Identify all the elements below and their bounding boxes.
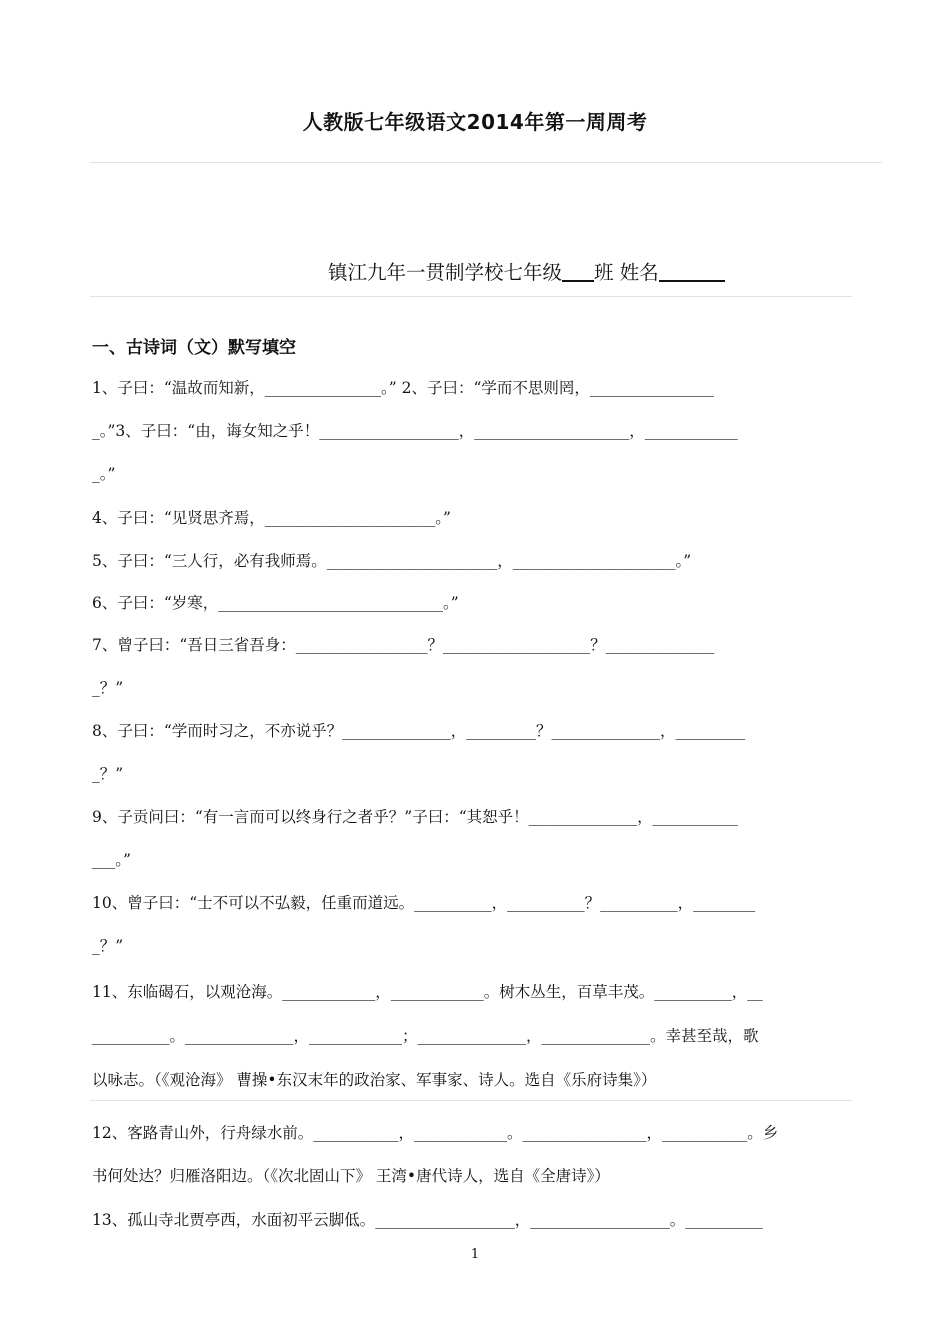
info-divider xyxy=(90,296,852,297)
text-line: 8、子曰：“学而时习之，不亦说乎？______________，_________？______________，_________ xyxy=(92,722,746,740)
text-line: 4、子曰：“见贤思齐焉，______________________。” xyxy=(92,509,451,527)
text-line: _？” xyxy=(92,937,124,955)
text-line: 10、曾子曰：“士不可以不弘毅，任重而道远。__________，__________？__________，________ xyxy=(92,894,756,912)
text-line: ___。” xyxy=(92,851,131,869)
text-line: 5、子曰：“三人行，必有我师焉。______________________，_____________________。” xyxy=(92,552,692,570)
header-divider xyxy=(90,162,882,163)
school-name: 镇江九年一贯制学校七年级 xyxy=(328,261,563,284)
text-line: _。” xyxy=(92,465,116,483)
text-line: _？” xyxy=(92,765,124,783)
content-divider xyxy=(90,1100,852,1101)
school-info-line xyxy=(328,257,725,285)
text-line: 11、东临碣石，以观沧海。____________，____________。树木丛生，百草丰茂。__________，__ xyxy=(92,983,763,1001)
text-line: 7、曾子曰：“吾日三省吾身：_________________？___________________？______________ xyxy=(92,636,715,654)
class-label: 班 xyxy=(594,261,614,284)
text-line: 6、子曰：“岁寒，_____________________________。” xyxy=(92,594,459,612)
text-line: _？” xyxy=(92,679,124,697)
text-line: _。”3、子曰：“由，诲女知之乎！__________________，____________________，____________ xyxy=(92,422,738,440)
text-line: 1、子曰：“温故而知新，_______________。” 2、子曰：“学而不思则罔，________________ xyxy=(92,379,714,397)
section-heading: 一、古诗词（文）默写填空 xyxy=(92,338,296,358)
text-line: 9、子贡问曰：“有一言而可以终身行之者乎？”子曰：“其恕乎！______________，___________ xyxy=(92,808,738,826)
page-number: 1 xyxy=(470,1247,480,1262)
text-line: __________。______________，____________；______________，______________。幸甚至哉，歌 xyxy=(92,1027,759,1045)
document-title: 人教版七年级语文2014年第一周周考 xyxy=(302,110,648,134)
class-blank xyxy=(562,260,594,282)
name-label: 姓名 xyxy=(619,261,659,284)
text-line: 12、客路青山外，行舟绿水前。___________，____________。________________，___________。乡 xyxy=(92,1124,779,1142)
name-blank xyxy=(659,260,725,282)
text-line: 书何处达？归雁洛阳边。（《次北固山下》 王湾•唐代诗人，选自《全唐诗》） xyxy=(92,1167,610,1185)
text-line: 13、孤山寺北贾亭西，水面初平云脚低。__________________，__________________。__________ xyxy=(92,1211,763,1229)
text-line: 以咏志。（《观沧海》 曹操•东汉末年的政治家、军事家、诗人。选自《乐府诗集》） xyxy=(92,1071,657,1089)
